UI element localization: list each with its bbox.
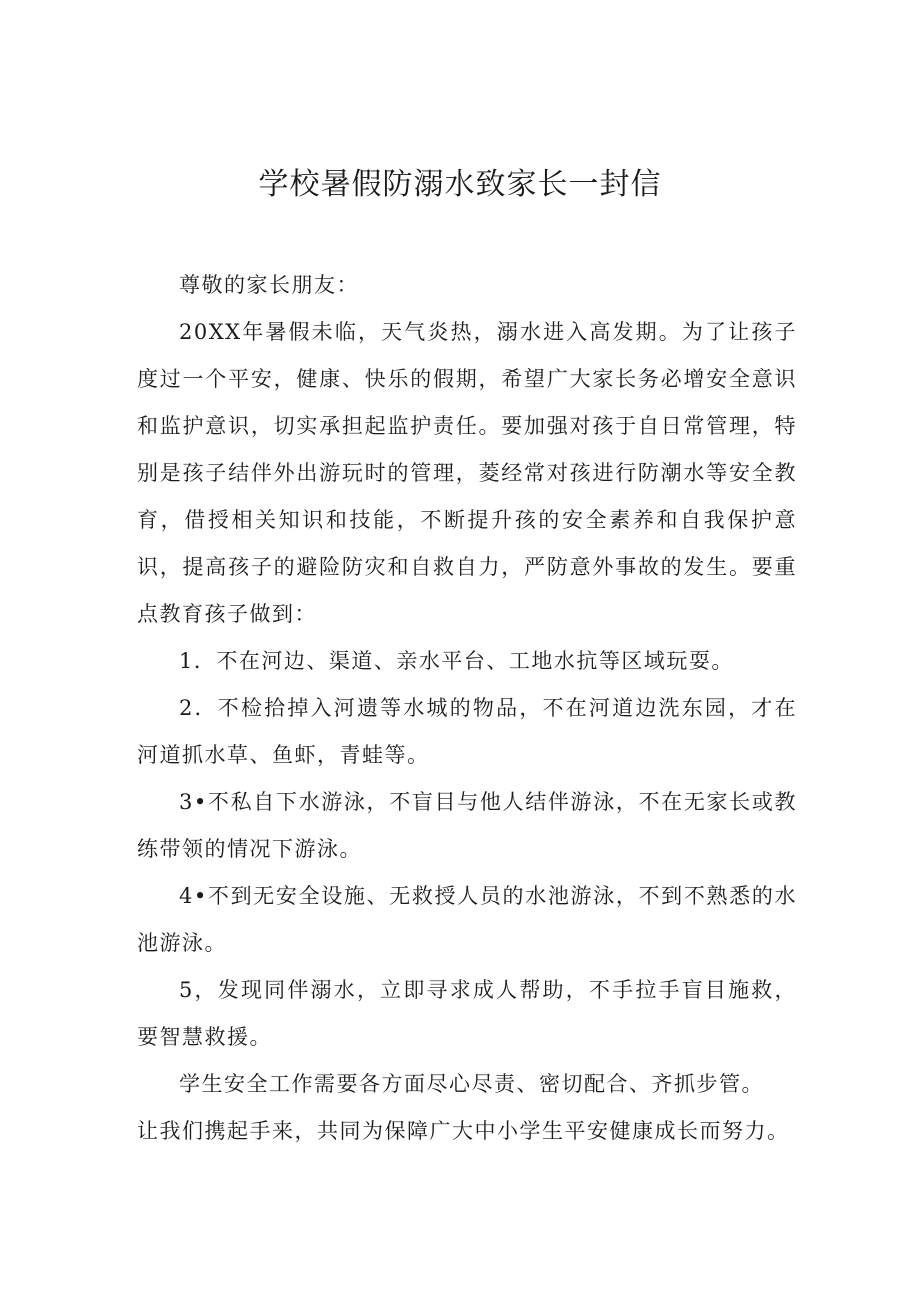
closing-line: 让我们携起手来，共同为保障广大中小学生平安健康成长而努力。 [137, 1119, 790, 1143]
closing-paragraph: 学生安全工作需要各方面尽心尽责、密切配合、齐抓步管。 [179, 1072, 764, 1096]
list-item: 3•不私自下水游泳，不盲目与他人结伴游泳，不在无家长或教练带领的情况下游泳。 [137, 790, 797, 861]
list-item: 2．不检拾掉入河遗等水城的物品，不在河道边洗东园，才在河道抓水草、鱼虾，青蛙等。 [137, 696, 797, 767]
intro-paragraph: 20XX年暑假未临，天气炎热，溺水进入高发期。为了让孩子度过一个平安，健康、快乐的假期，希望广大家长务必增安全意识和监护意识，切实承担起监护责任。要加强对孩于自日常管理，特别是孩子结伴外出游玩时的管理，菱经常对孩进行防潮水等安全教育，借授相关知识和技能，不断提升孩的安全素养和自我保护意识，提高孩子的避险防灾和自救自力，严防意外事故的发生。要重点教育孩子做到： [137, 320, 797, 626]
list-item: 4•不到无安全设施、无救授人员的水池游泳，不到不熟悉的水池游泳。 [137, 884, 797, 955]
list-item: 5，发现同伴溺水，立即寻求成人帮助，不手拉手盲目施救，要智慧救援。 [137, 978, 797, 1049]
greeting: 尊敬的家长朋友： [179, 273, 359, 297]
document-title: 学校暑假防溺水致家长一封信 [258, 167, 662, 202]
list-item: 1．不在河边、渠道、亲水平台、工地水抗等区域玩耍。 [179, 649, 734, 673]
letter-body [137, 262, 797, 1155]
